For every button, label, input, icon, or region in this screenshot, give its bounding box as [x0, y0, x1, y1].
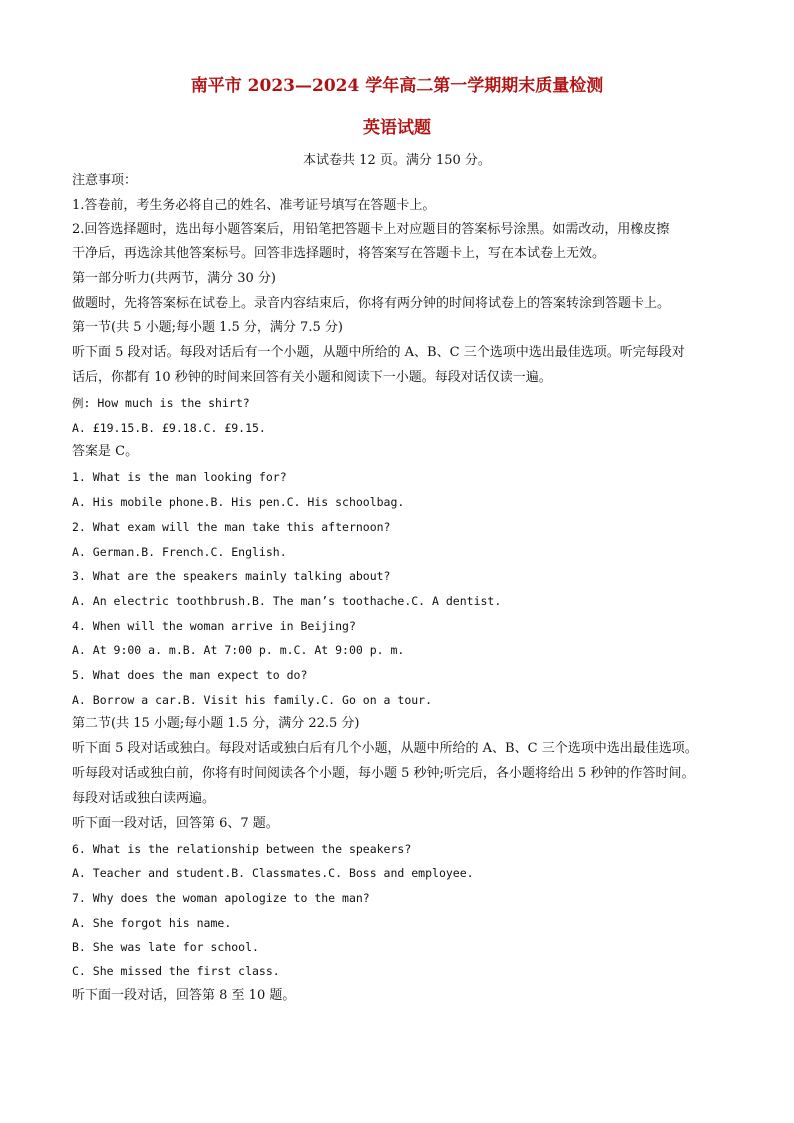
question-5-options: A. Borrow a car.B. Visit his family.C. Go on a tour.	[72, 693, 433, 707]
question-2: 2. What exam will the man take this afternoon?	[72, 520, 391, 534]
exam-title: 南平市 2023—2024 学年高二第一学期期末质量检测	[190, 76, 604, 96]
part-one-instruction: 做题时，先将答案标在试卷上。录音内容结束后，你将有两分钟的时间将试卷上的答案转涂到答题卡上。	[72, 296, 671, 311]
section-one-instruction: 听下面 5 段对话。每段对话后有一个小题，从题中所给的 A、B、C 三个选项中选出最佳选项。听完每段对	[72, 345, 685, 360]
question-7-option-a: A. She forgot his name.	[72, 916, 232, 930]
section-two-instruction-cont: 听每段对话或独白前，你将有时间阅读各个小题，每小题 5 秒钟;听完后，各小题将给出 5 秒钟的作答时间。	[72, 766, 695, 781]
dialogue-8-10-heading: 听下面一段对话，回答第 8 至 10 题。	[72, 988, 296, 1003]
section-two-heading: 第二节(共 15 小题;每小题 1.5 分，满分 22.5 分)	[72, 716, 360, 731]
question-3-options: A. An electric toothbrush.B. The man’s toothache.C. A dentist.	[72, 594, 502, 608]
question-3: 3. What are the speakers mainly talking about?	[72, 569, 391, 583]
question-4: 4. When will the woman arrive in Beijing?	[72, 619, 356, 633]
question-7-option-c: C. She missed the first class.	[72, 964, 280, 978]
example-options: A. £19.15.B. £9.18.C. £9.15.	[72, 421, 266, 435]
notice-item-2: 2.回答选择题时，选出每小题答案后，用铅笔把答题卡上对应题目的答案标号涂黑。如需改动，用橡皮擦	[72, 222, 670, 237]
notice-item-2-cont: 干净后，再选涂其他答案标号。回答非选择题时，将答案写在答题卡上，写在本试卷上无效。	[72, 246, 606, 261]
part-one-heading: 第一部分听力(共两节，满分 30 分)	[72, 271, 276, 286]
section-one-heading: 第一节(共 5 小题;每小题 1.5 分，满分 7.5 分)	[72, 320, 343, 335]
section-two-instruction: 听下面 5 段对话或独白。每段对话或独白后有几个小题，从题中所给的 A、B、C 三个选项中选出最佳选项。	[72, 741, 698, 756]
question-1-options: A. His mobile phone.B. His pen.C. His schoolbag.	[72, 495, 405, 509]
dialogue-6-7-heading: 听下面一段对话，回答第 6、7 题。	[72, 816, 279, 831]
example-question: 例: How much is the shirt?	[72, 396, 250, 410]
question-6-options: A. Teacher and student.B. Classmates.C. Boss and employee.	[72, 866, 474, 880]
question-4-options: A. At 9:00 a. m.B. At 7:00 p. m.C. At 9:00 p. m.	[72, 643, 405, 657]
exam-subject-title: 英语试题	[363, 118, 431, 138]
question-5: 5. What does the man expect to do?	[72, 668, 308, 682]
notice-item-1: 1.答卷前，考生务必将自己的姓名、准考证号填写在答题卡上。	[72, 198, 436, 213]
section-two-instruction-end: 每段对话或独白读两遍。	[72, 791, 216, 806]
question-1: 1. What is the man looking for?	[72, 470, 287, 484]
question-6: 6. What is the relationship between the speakers?	[72, 842, 412, 856]
question-7-option-b: B. She was late for school.	[72, 940, 259, 954]
example-answer: 答案是 C。	[72, 444, 139, 459]
exam-info: 本试卷共 12 页。满分 150 分。	[303, 153, 491, 168]
question-2-options: A. German.B. French.C. English.	[72, 545, 287, 559]
section-one-instruction-cont: 话后，你都有 10 秒钟的时间来回答有关小题和阅读下一小题。每段对话仅读一遍。	[72, 370, 552, 385]
question-7: 7. Why does the woman apologize to the man?	[72, 891, 370, 905]
notice-heading: 注意事项：	[72, 173, 138, 188]
